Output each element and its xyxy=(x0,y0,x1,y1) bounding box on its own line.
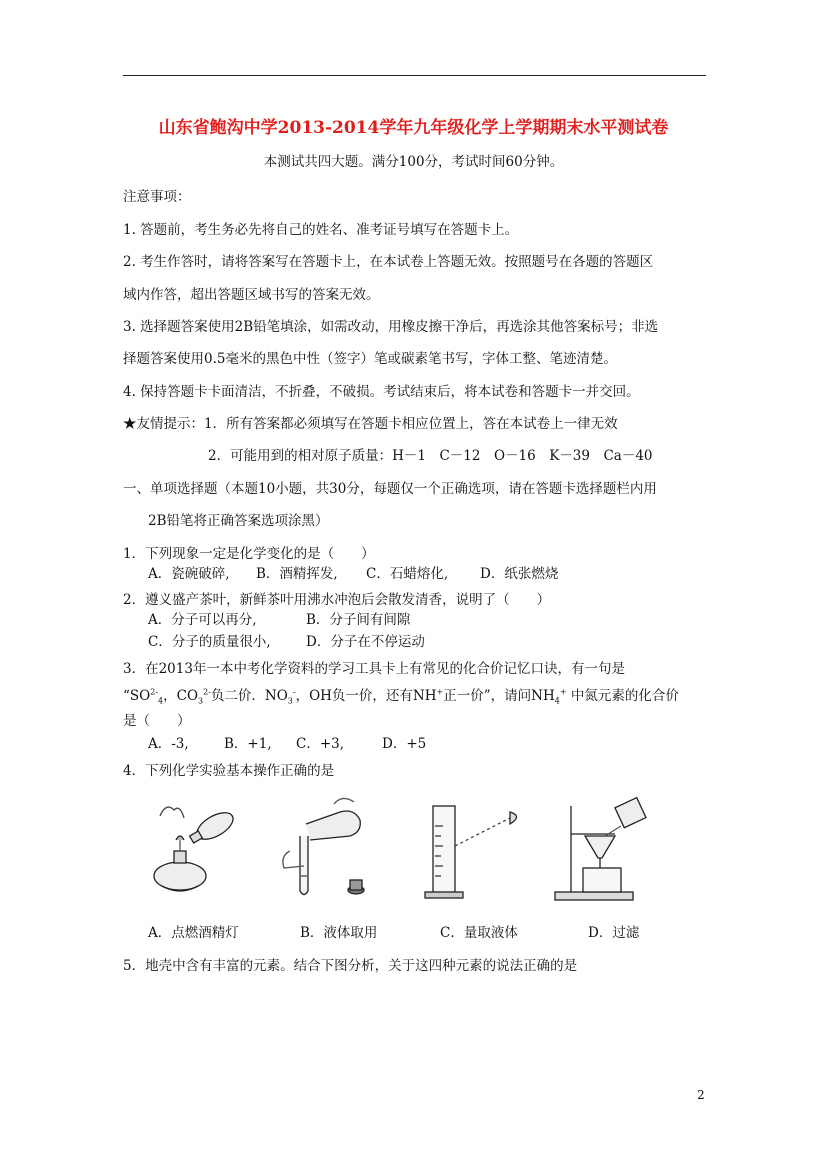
question-3-line: 3．在2013年一本中考化学资料的学习工具卡上有常见的化合价记忆口诀，有一句是 xyxy=(123,661,625,677)
page-title: 山东省鲍沟中学2013-2014学年九年级化学上学期期末水平测试卷 xyxy=(158,118,669,138)
question-3-line: 是（ ） xyxy=(123,713,191,729)
option-b: B．酒精挥发, xyxy=(256,566,338,582)
superscript: + xyxy=(436,687,444,697)
text-fragment: 中氮元素的化合价 xyxy=(566,688,679,704)
option-c: C．石蜡熔化, xyxy=(366,566,449,582)
question-1-stem: 1．下列现象一定是化学变化的是（ ） xyxy=(123,546,375,562)
option-c: C．分子的质量很小, xyxy=(148,634,271,650)
superscript: - xyxy=(292,687,296,697)
notice-heading: 注意事项： xyxy=(123,189,191,205)
superscript: 2- xyxy=(203,687,211,697)
option-d: D．+5 xyxy=(382,736,427,752)
section-heading: 一、单项选择题（本题10小题，共30分，每题仅一个正确选项，请在答题卡选择题栏内用 xyxy=(123,481,657,497)
notice-line: 1. 答题前，考生务必先将自己的姓名、准考证号填写在答题卡上。 xyxy=(123,222,519,238)
option-a: A．瓷碗破碎, xyxy=(148,566,230,582)
option-b: B．+1, xyxy=(224,736,272,752)
page-number: 2 xyxy=(697,1088,705,1102)
figure-measuring-cylinder xyxy=(415,796,535,904)
question-3-options xyxy=(148,732,426,752)
superscript: 2- xyxy=(150,687,159,697)
notice-line: 2. 考生作答时，请将答案写在答题卡上，在本试卷上答题无效。按照题号在各题的答题区 xyxy=(123,254,654,270)
text-fragment: 正一价”，请问NH xyxy=(443,688,555,704)
figure-liquid-pouring xyxy=(270,796,390,904)
option-b: B．分子间有间隙 xyxy=(306,612,411,628)
question-2-stem: 2．遵义盛产茶叶，新鲜茶叶用沸水冲泡后会散发清香，说明了（ ） xyxy=(123,592,551,608)
superscript: + xyxy=(559,687,567,697)
subscript: 3 xyxy=(287,696,293,706)
notice-line: 择题答案使用0.5毫米的黑色中性（签字）笔或碳素笔书写，字体工整、笔迹清楚。 xyxy=(123,351,617,367)
question-2-options-row2 xyxy=(148,630,425,650)
subscript: 4 xyxy=(554,696,560,706)
lab-figures xyxy=(140,796,660,906)
option-a: A．分子可以再分, xyxy=(148,612,257,628)
text-fragment: “SO xyxy=(123,688,151,704)
header-rule xyxy=(123,75,706,76)
caption-a: A．点燃酒精灯 xyxy=(148,925,239,941)
notice-line: 域内作答，超出答题区域书写的答案无效。 xyxy=(123,287,380,303)
caption-c: C．量取液体 xyxy=(440,925,518,941)
subscript: 4 xyxy=(158,696,164,706)
figure-filtration xyxy=(545,796,665,904)
option-c: C．+3, xyxy=(296,736,345,752)
text-fragment: ，CO xyxy=(163,688,199,704)
option-d: D．纸张燃烧 xyxy=(480,566,559,582)
question-3-formula-line xyxy=(123,684,679,706)
notice-line: 4. 保持答题卡卡面清洁，不折叠，不破损。考试结束后，将本试卷和答题卡一并交回。 xyxy=(123,384,640,400)
question-2-options-row1 xyxy=(148,608,410,628)
subscript: 3 xyxy=(198,696,204,706)
section-heading-cont: 2B铅笔将正确答案选项涂黑） xyxy=(148,513,329,529)
question-5-stem: 5．地壳中含有丰富的元素。结合下图分析，关于这四种元素的说法正确的是 xyxy=(123,958,578,974)
option-d: D．分子在不停运动 xyxy=(306,634,425,650)
caption-b: B．液体取用 xyxy=(300,925,378,941)
tip-line: ★友情提示：1．所有答案都必须填写在答题卡相应位置上，答在本试卷上一律无效 xyxy=(123,416,618,432)
text-fragment: 负二价．NO xyxy=(210,688,288,704)
caption-d: D．过滤 xyxy=(588,925,640,941)
text-fragment: ，OH负一价，还有NH xyxy=(295,688,437,704)
question-1-options xyxy=(148,562,558,582)
notice-line: 3. 选择题答案使用2B铅笔填涂，如需改动，用橡皮擦干净后，再选涂其他答案标号；非选 xyxy=(123,319,659,335)
exam-info: 本测试共四大题。满分100分，考试时间60分钟。 xyxy=(263,154,564,170)
tip-line: 2．可能用到的相对原子质量：H－1 C－12 O－16 K－39 Ca－40 xyxy=(208,448,653,464)
question-4-stem: 4．下列化学实验基本操作正确的是 xyxy=(123,763,335,779)
option-a: A．-3, xyxy=(148,736,189,752)
figure-alcohol-lamp xyxy=(140,796,260,904)
question-4-captions xyxy=(148,921,639,941)
